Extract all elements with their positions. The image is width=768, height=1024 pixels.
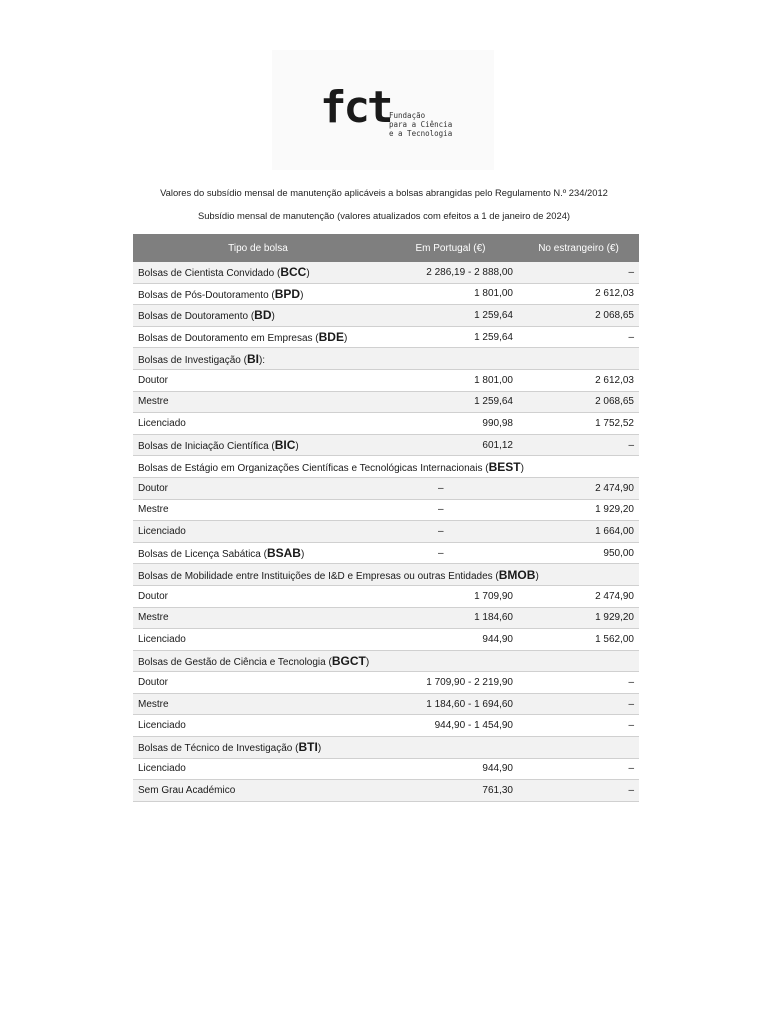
grant-label: Bolsas de Mobilidade entre Instituições de I&D e Empresas ou outras Entidades ( — [138, 570, 499, 582]
logo-line-1: Fundação — [389, 111, 426, 120]
grant-label: Mestre — [138, 396, 169, 408]
table-row — [133, 348, 639, 370]
grant-label: Bolsas de Licença Sabática ( — [138, 549, 267, 561]
cell-grant-type — [133, 456, 639, 478]
cell-abroad-value — [518, 650, 639, 672]
cell-portugal-value: 1 801,00 — [383, 283, 518, 305]
grant-label: Licenciado — [138, 417, 186, 429]
cell-abroad-value: – — [518, 434, 639, 456]
grant-label: Doutor — [138, 590, 169, 602]
cell-portugal-value: 944,90 — [383, 629, 518, 651]
table-row — [133, 672, 639, 694]
cell-abroad-value — [518, 348, 639, 370]
grant-label: Mestre — [138, 698, 169, 710]
cell-abroad-value: 2 474,90 — [518, 477, 639, 499]
cell-portugal-value: 1 709,90 — [383, 585, 518, 607]
cell-grant-type — [133, 693, 383, 715]
grant-code: BGCT — [331, 653, 366, 668]
table-row — [133, 262, 639, 283]
cell-grant-type — [133, 413, 383, 435]
document-title: Valores do subsídio mensal de manutenção aplicáveis a bolsas abrangidas pelo Regulamento N.º 234/2012 — [160, 187, 608, 198]
cell-grant-type — [133, 672, 383, 694]
grant-code: BPD — [274, 286, 301, 301]
grant-label: Bolsas de Investigação ( — [138, 354, 247, 366]
cell-portugal-value: 990,98 — [383, 413, 518, 435]
cell-abroad-value: 1 752,52 — [518, 413, 639, 435]
cell-abroad-value: 2 474,90 — [518, 585, 639, 607]
cell-grant-type — [133, 650, 383, 672]
grant-label-suffix: ) — [295, 441, 299, 453]
table-row — [133, 780, 639, 802]
cell-portugal-value: – — [383, 542, 518, 564]
cell-portugal-value: – — [383, 477, 518, 499]
cell-grant-type — [133, 737, 383, 759]
cell-grant-type — [133, 499, 383, 521]
logo-line-2: para a Ciência — [389, 120, 453, 129]
cell-grant-type — [133, 780, 383, 802]
grant-code: BTI — [298, 740, 318, 755]
cell-grant-type — [133, 542, 383, 564]
cell-abroad-value: 2 068,65 — [518, 391, 639, 413]
table-row — [133, 585, 639, 607]
grant-code: BCC — [280, 265, 307, 280]
table-row — [133, 715, 639, 737]
grant-label: Licenciado — [138, 525, 186, 537]
cell-portugal-value: – — [383, 521, 518, 543]
cell-grant-type — [133, 283, 383, 305]
cell-portugal-value: 944,90 — [383, 758, 518, 780]
cell-abroad-value: 1 664,00 — [518, 521, 639, 543]
cell-grant-type — [133, 521, 383, 543]
table-row — [133, 391, 639, 413]
table-row — [133, 650, 639, 672]
cell-grant-type — [133, 326, 383, 348]
grant-label: Bolsas de Doutoramento ( — [138, 311, 255, 323]
cell-portugal-value: 944,90 - 1 454,90 — [383, 715, 518, 737]
table-row — [133, 456, 639, 478]
table-row — [133, 521, 639, 543]
cell-portugal-value: 1 259,64 — [383, 305, 518, 327]
grant-label: Bolsas de Gestão de Ciência e Tecnologia ( — [138, 656, 332, 668]
cell-portugal-value — [383, 737, 518, 759]
cell-portugal-value — [383, 348, 518, 370]
cell-portugal-value: 1 184,60 — [383, 607, 518, 629]
cell-grant-type — [133, 391, 383, 413]
cell-portugal-value: 1 801,00 — [383, 369, 518, 391]
fct-logo — [272, 50, 494, 170]
grant-label-suffix: ) — [306, 268, 310, 280]
table-row — [133, 607, 639, 629]
table-row — [133, 326, 639, 348]
table-row — [133, 564, 639, 586]
grant-label: Bolsas de Técnico de Investigação ( — [138, 743, 299, 755]
cell-portugal-value: 2 286,19 - 2 888,00 — [383, 262, 518, 283]
cell-grant-type — [133, 629, 383, 651]
cell-portugal-value — [383, 650, 518, 672]
cell-grant-type — [133, 715, 383, 737]
cell-grant-type — [133, 585, 383, 607]
grant-label: Doutor — [138, 677, 169, 689]
table-header-row — [133, 234, 639, 262]
grant-label-suffix: ) — [300, 289, 304, 301]
grant-label: Doutor — [138, 374, 169, 386]
grant-label: Bolsas de Iniciação Científica ( — [138, 441, 275, 453]
grant-label: Doutor — [138, 482, 169, 494]
allowance-table — [133, 234, 639, 802]
grant-label: Licenciado — [138, 763, 186, 775]
grant-label: Bolsas de Cientista Convidado ( — [138, 268, 281, 280]
cell-portugal-value: – — [383, 499, 518, 521]
cell-grant-type — [133, 305, 383, 327]
cell-portugal-value: 1 184,60 - 1 694,60 — [383, 693, 518, 715]
grant-label-suffix: ) — [271, 311, 275, 323]
fct-logo-text — [389, 111, 452, 138]
table-row — [133, 477, 639, 499]
header-portugal: Em Portugal (€) — [383, 234, 518, 262]
cell-abroad-value: 2 068,65 — [518, 305, 639, 327]
table-row — [133, 369, 639, 391]
header-grant-type: Tipo de bolsa — [133, 234, 383, 262]
grant-label: Licenciado — [138, 720, 186, 732]
cell-portugal-value: 1 709,90 - 2 219,90 — [383, 672, 518, 694]
grant-label-suffix: ) — [520, 462, 524, 474]
grant-label-suffix: ) — [535, 570, 539, 582]
table-row — [133, 693, 639, 715]
logo-line-3: e a Tecnologia — [389, 129, 453, 138]
cell-abroad-value: 2 612,03 — [518, 283, 639, 305]
cell-abroad-value: 1 562,00 — [518, 629, 639, 651]
cell-portugal-value: 1 259,64 — [383, 391, 518, 413]
grant-label: Bolsas de Estágio em Organizações Científicas e Tecnológicas Internacionais ( — [138, 462, 489, 474]
grant-label-suffix: ) — [300, 549, 305, 561]
cell-grant-type — [133, 607, 383, 629]
cell-abroad-value: – — [518, 326, 639, 348]
cell-abroad-value — [518, 737, 639, 759]
table-body — [133, 262, 639, 801]
cell-abroad-value: 950,00 — [518, 542, 639, 564]
grant-code: BIC — [274, 438, 296, 453]
cell-grant-type — [133, 758, 383, 780]
grant-label: Bolsas de Doutoramento em Empresas ( — [138, 333, 319, 345]
grant-code: BSAB — [266, 546, 301, 561]
table-row — [133, 737, 639, 759]
cell-abroad-value: – — [518, 693, 639, 715]
cell-grant-type — [133, 564, 639, 586]
grant-code: BDE — [318, 330, 344, 345]
table-row — [133, 542, 639, 564]
table-row — [133, 305, 639, 327]
cell-grant-type — [133, 369, 383, 391]
cell-abroad-value: – — [518, 715, 639, 737]
table-row — [133, 434, 639, 456]
cell-grant-type — [133, 434, 383, 456]
grant-label: Bolsas de Pós-Doutoramento ( — [138, 289, 275, 301]
cell-portugal-value: 601,12 — [383, 434, 518, 456]
cell-grant-type — [133, 262, 383, 283]
cell-abroad-value: – — [518, 780, 639, 802]
fct-logo-mark: fct — [320, 82, 391, 133]
cell-abroad-value: 1 929,20 — [518, 607, 639, 629]
table-row — [133, 758, 639, 780]
grant-code: BD — [254, 308, 272, 323]
grant-code: BI — [246, 351, 259, 366]
grant-label: Licenciado — [138, 633, 186, 645]
table-row — [133, 413, 639, 435]
grant-code: BEST — [488, 459, 521, 474]
grant-label: Mestre — [138, 504, 169, 516]
grant-label-suffix: ) — [365, 656, 370, 668]
cell-abroad-value: – — [518, 262, 639, 283]
table-row — [133, 629, 639, 651]
table-row — [133, 283, 639, 305]
grant-label-suffix: ) — [317, 743, 322, 755]
grant-code: BMOB — [498, 567, 536, 582]
cell-abroad-value: 1 929,20 — [518, 499, 639, 521]
grant-label: Mestre — [138, 612, 169, 624]
document-subtitle: Subsídio mensal de manutenção (valores atualizados com efeitos a 1 de janeiro de 2024) — [197, 210, 571, 221]
cell-portugal-value: 761,30 — [383, 780, 518, 802]
grant-label: Sem Grau Académico — [138, 785, 236, 797]
cell-portugal-value: 1 259,64 — [383, 326, 518, 348]
cell-abroad-value: – — [518, 672, 639, 694]
cell-abroad-value: – — [518, 758, 639, 780]
header-abroad: No estrangeiro (€) — [518, 234, 639, 262]
grant-label-suffix: ) — [343, 333, 348, 345]
table-row — [133, 499, 639, 521]
cell-abroad-value: 2 612,03 — [518, 369, 639, 391]
cell-grant-type — [133, 477, 383, 499]
cell-grant-type — [133, 348, 383, 370]
grant-label-suffix: ): — [258, 354, 266, 366]
